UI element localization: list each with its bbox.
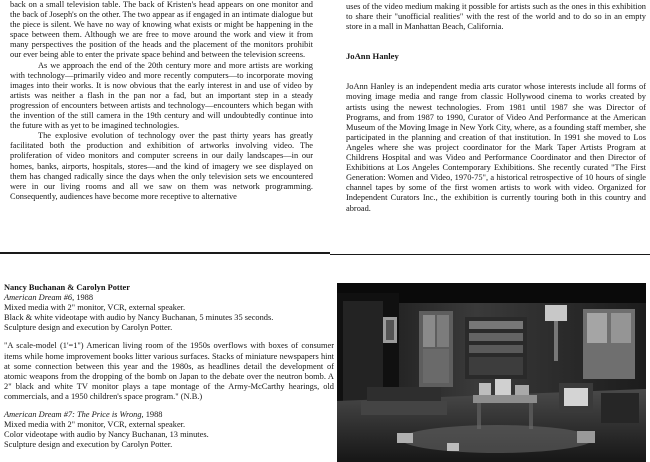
work2-video: Color videotape with audio by Nancy Buchanan, 13 minutes. [4, 430, 209, 440]
work1-video: Black & white videotape with audio by Nancy Buchanan, 5 minutes 35 seconds. [4, 313, 274, 323]
work2-year: , 1988 [141, 410, 163, 420]
artists-heading: Nancy Buchanan & Carolyn Potter [4, 283, 130, 292]
right-text-column [346, 2, 646, 214]
section-divider-left [0, 252, 330, 254]
work2-credit: Sculpture design and execution by Carolyn Potter. [4, 440, 173, 450]
right-paragraph-1: uses of the video medium making it possible for artists such as the ones in this exhibition to share their "unofficial realities" with the rest of the world and to do so in an empty store in a mall in Manhattan Beach, California. [346, 2, 646, 32]
work1-title-line [4, 293, 334, 303]
left-paragraph-3: The explosive evolution of technology over the past thirty years has greatly facilitated both the production and exhibition of artworks involving video. The proliferation of video monitors and computer screens in our daily landscapes—in our homes, banks, airports, hospitals, stores—and the kind of imagery we see displayed on them has changed radically since the days when the only television sets we encountered were in our living rooms and all we saw on them was network programming. Consequently, audiences have become more receptive to alternative [10, 131, 313, 201]
curator-heading: JoAnn Hanley [346, 51, 399, 62]
left-text-column [10, 0, 313, 202]
work2-title-line [4, 410, 334, 420]
curator-bio: JoAnn Hanley is an independent media arts curator whose interests include all forms of moving image media and range from classic Hollywood cinema to works created by artists using the newest technologies. From 1981 until 1987 she was Director of Programs, and from 1987 to 1990, Curator of Video And Performance at the American Museum of the Moving Image in New York City, where, as a founding staff member, she participated in the planning and creation of that institution. In 1991 she moved to Los Angeles where she was project coordinator for the Mark Taper Artists Program at Childrens Hospital and was Video and Performance Coordinator and then Director of Exhibitions at Los Angeles Contemporary Exhibitions. She recently curated "The First Generation: Women and Video, 1970-75", a historical retrospective of 10 hours of single channel tapes by some of the first women artists to work with video. Organized for Independent Curators Inc., the exhibition is currently touring both in this country and abroad. [346, 82, 646, 213]
artwork-caption [4, 283, 334, 450]
work1-media: Mixed media with 2" monitor, VCR, external speaker. [4, 303, 186, 313]
work1-credit: Sculpture design and execution by Carolyn Potter. [4, 323, 173, 333]
work1-title: American Dream #6 [4, 293, 73, 303]
work2-media: Mixed media with 2" monitor, VCR, external speaker. [4, 420, 186, 430]
section-divider-right [330, 254, 650, 255]
installation-photo [337, 283, 646, 462]
artwork-quote: "A scale-model (1'=1") American living room of the 1950s overflows with boxes of consumer items while home improvement books litter various surfaces. Stacks of miniature newspapers hint at some connection between this year and the 1980s, as headlines detail the development of atomic weapons from the dropping of the bomb on Japan to the debate over the neutron bomb. A 2" black and white TV monitor plays a tape montage of the Army-McCarthy hearings, old commercials, and a 1950 children's space program." (N.B.) [4, 341, 334, 401]
left-paragraph-2: As we approach the end of the 20th century more and more artists are working with technology—primarily video and more recently computers—to incorporate moving images into their works. It is now obvious that the early interest in and use of video by artists was neither a flash in the pan nor a fad, but an important step in a steady progression of encounters between artists and technology—encounters which began with the invention of the still camera in the 19th century and will undoubtedly continue into the future with as yet to be imagined technologies. [10, 60, 313, 131]
left-paragraph-1: back on a small television table. The back of Kristen's head appears on one monitor and the back of Joseph's on the other. The two appear as if engaged in an intimate dialogue but the piece is silent. We have no way of knowing what exists or might be happening in the space between them. Although we are free to move around the work and view it from many perspectives the position of the heads and the placement of the monitors prohibit our ever being able to enter the private space behind and between the television screens. [10, 0, 313, 60]
work2-title: American Dream #7: The Price is Wrong [4, 410, 142, 420]
installation-photo-icon [337, 283, 646, 462]
work1-year: , 1988 [72, 293, 94, 303]
